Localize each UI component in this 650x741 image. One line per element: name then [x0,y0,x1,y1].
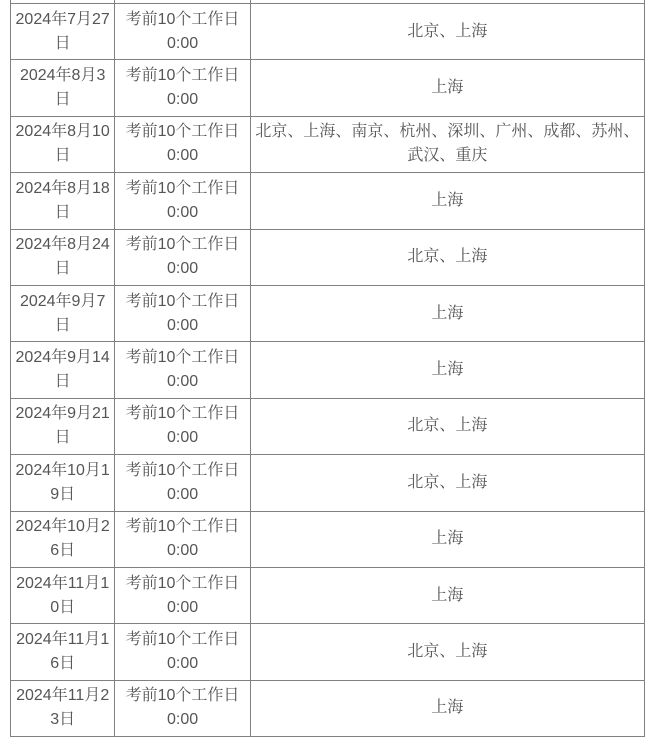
cities-text: 上海 [431,586,464,604]
cities-text: 北京、上海 [407,473,488,491]
cities-cell [250,342,644,398]
table-row [11,116,645,172]
deadline-cell [115,60,250,116]
cities-cell [250,511,644,567]
exam-date-cell [11,229,115,285]
table-row [11,398,645,454]
exam-date-text: 2024年11月10日 [16,574,110,616]
deadline-label-text: 考前10个工作日 [125,574,240,592]
deadline-label-text: 考前10个工作日 [125,349,240,367]
deadline-cell [115,624,250,680]
exam-date-text: 2024年11月16日 [16,630,110,672]
cities-text: 北京、上海 [407,642,488,660]
exam-date-text: 2024年11月23日 [16,687,110,729]
cities-cell [250,567,644,623]
cities-cell [250,680,644,736]
deadline-label-text: 考前10个工作日 [125,687,240,705]
cities-cell [250,4,644,60]
exam-date-text: 2024年8月10日 [15,123,110,165]
table-row [11,567,645,623]
cities-cell [250,60,644,116]
deadline-time-text: 0:00 [166,203,199,221]
exam-date-text: 2024年10月26日 [15,518,110,560]
exam-date-text: 2024年9月14日 [15,349,110,391]
cities-cell [250,173,644,229]
exam-date-cell [11,173,115,229]
table-row [11,455,645,511]
table-row [11,285,645,341]
exam-date-text: 2024年9月7日 [19,292,106,334]
deadline-cell [115,342,250,398]
deadline-cell [115,455,250,511]
table-row [11,342,645,398]
exam-date-cell [11,60,115,116]
deadline-time-text: 0:00 [166,316,199,334]
deadline-label-text: 考前10个工作日 [125,67,240,85]
deadline-time-text: 0:00 [166,91,199,109]
deadline-cell [115,116,250,172]
deadline-cell [115,567,250,623]
exam-date-cell [11,567,115,623]
deadline-label-text: 考前10个工作日 [125,630,240,648]
exam-date-cell [11,624,115,680]
exam-date-text: 2024年8月18日 [15,179,110,221]
exam-date-cell [11,398,115,454]
cities-text: 北京、上海、南京、杭州、深圳、广州、成都、苏州、武汉、重庆 [255,123,640,165]
exam-schedule-body [11,0,645,737]
deadline-cell [115,173,250,229]
table-row [11,229,645,285]
deadline-cell [115,4,250,60]
deadline-cell [115,680,250,736]
table-row [11,624,645,680]
deadline-label-text: 考前10个工作日 [125,10,240,28]
deadline-label-text: 考前10个工作日 [125,292,240,310]
deadline-time-text: 0:00 [166,260,199,278]
cities-text: 上海 [431,191,464,209]
deadline-cell [115,229,250,285]
cities-cell [250,455,644,511]
deadline-time-text: 0:00 [166,429,199,447]
deadline-cell [115,398,250,454]
cities-cell [250,229,644,285]
table-row [11,60,645,116]
exam-date-text: 2024年10月19日 [15,461,110,503]
exam-date-cell [11,680,115,736]
table-row [11,511,645,567]
exam-date-cell [11,342,115,398]
exam-date-cell [11,455,115,511]
cities-cell [250,624,644,680]
deadline-time-text: 0:00 [166,654,199,672]
deadline-label-text: 考前10个工作日 [125,236,240,254]
cities-text: 北京、上海 [407,248,488,266]
table-row [11,173,645,229]
cities-text: 北京、上海 [407,22,488,40]
deadline-cell [115,511,250,567]
exam-schedule-table [10,0,645,737]
deadline-time-text: 0:00 [166,598,199,616]
exam-date-cell [11,285,115,341]
cities-cell [250,398,644,454]
deadline-label-text: 考前10个工作日 [125,179,240,197]
cities-text: 北京、上海 [407,417,488,435]
exam-date-text: 2024年7月27日 [15,10,110,52]
cities-cell [250,285,644,341]
cities-text: 上海 [431,304,464,322]
deadline-time-text: 0:00 [166,485,199,503]
table-row [11,4,645,60]
exam-date-cell [11,116,115,172]
deadline-label-text: 考前10个工作日 [125,518,240,536]
deadline-label-text: 考前10个工作日 [125,405,240,423]
deadline-cell [115,285,250,341]
deadline-time-text: 0:00 [166,373,199,391]
cities-text: 上海 [431,79,464,97]
deadline-label-text: 考前10个工作日 [125,461,240,479]
deadline-time-text: 0:00 [166,34,199,52]
table-row [11,680,645,736]
cities-text: 上海 [431,361,464,379]
cities-cell [250,116,644,172]
deadline-label-text: 考前10个工作日 [125,123,240,141]
deadline-time-text: 0:00 [166,147,199,165]
exam-date-cell [11,4,115,60]
cities-text: 上海 [431,699,464,717]
exam-date-text: 2024年8月24日 [15,236,110,278]
deadline-time-text: 0:00 [166,542,199,560]
exam-date-text: 2024年8月3日 [19,67,106,109]
exam-date-text: 2024年9月21日 [15,405,110,447]
exam-date-cell [11,511,115,567]
deadline-time-text: 0:00 [166,711,199,729]
cities-text: 上海 [431,530,464,548]
